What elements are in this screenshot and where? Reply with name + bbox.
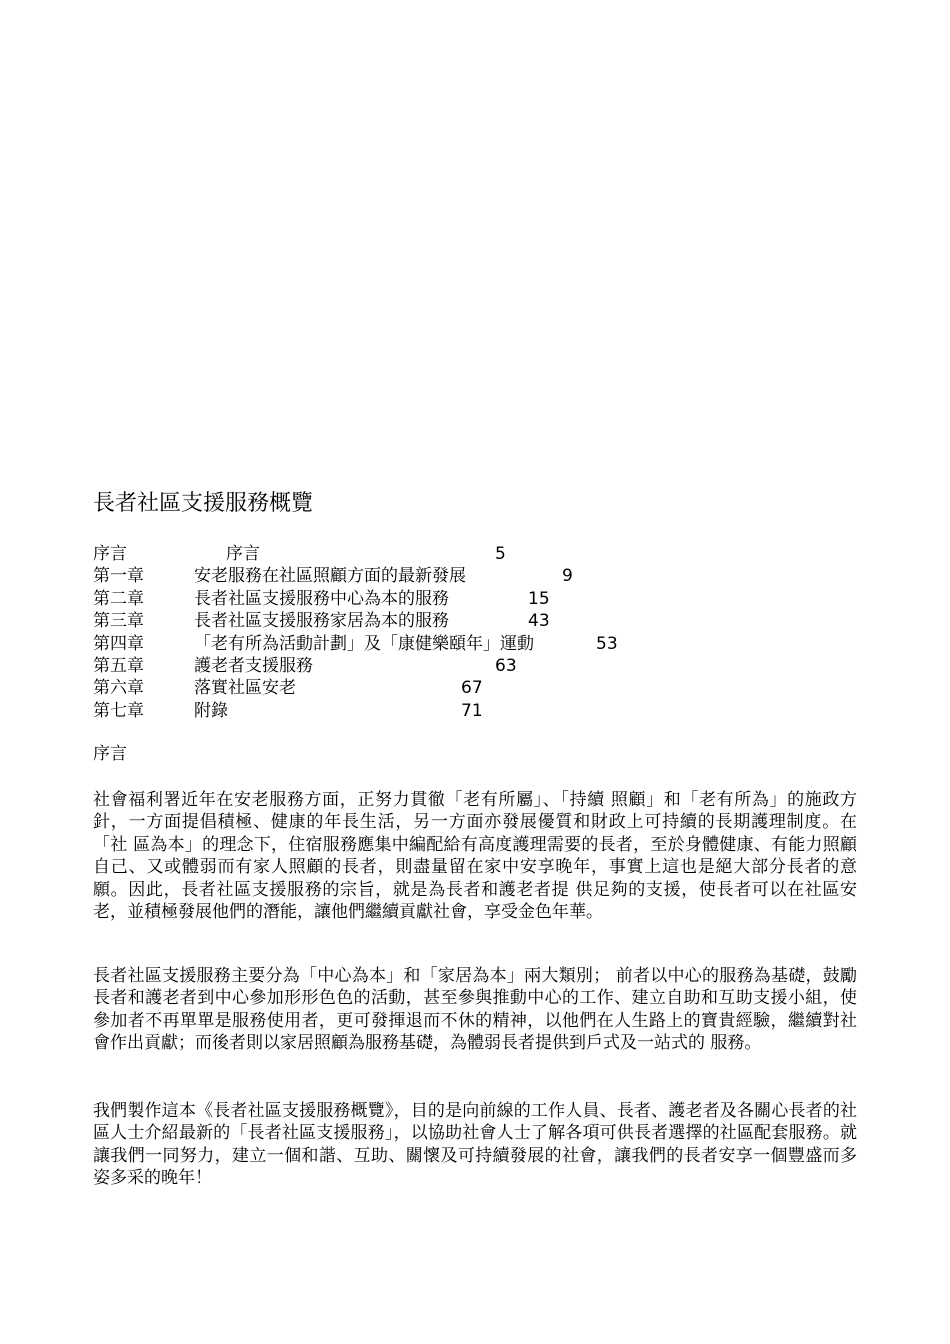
preface-paragraph-3: 我們製作這本《長者社區支援服務概覽》，目的是向前線的工作人員、長者、護老者及各關心長者的社區人士介紹最新的「長者社區支援服務」，以協助社會人士了解各項可供長者選擇的社區配套服務。就讓我們一同努力，建立一個和諧、互助、關懷及可持續發展的社會，讓我們的長者安享一個豐盛而多姿多采的晚年！ [93, 1101, 857, 1189]
toc-page: 63 [495, 655, 517, 676]
toc-label: 第五章 [93, 655, 144, 676]
toc-title: 護老者支援服務 [194, 655, 313, 676]
toc-title: 序言 [226, 544, 260, 564]
toc-page: 53 [596, 633, 618, 654]
document-title: 長者社區支援服務概覽 [93, 491, 314, 516]
toc-label: 第二章 [93, 588, 144, 609]
toc-label: 第一章 [93, 566, 144, 587]
toc-page: 71 [461, 700, 483, 721]
toc-title: 安老服務在社區照顧方面的最新發展 [194, 566, 466, 587]
toc-label: 序言 [93, 544, 127, 564]
preface-paragraph-2: 長者社區支援服務主要分為「中心為本」和「家居為本」兩大類別； 前者以中心的服務為基礎，鼓勵長者和護老者到中心參加形形色色的活動，甚至參與推動中心的工作、建立自助和互助支援小組，使參加者不再單單是服務使用者，更可發揮退而不休的精神，以他們在人生路上的寶貴經驗，繼續對社會作出貢獻；而後者則以家居照顧為服務基礎，為體弱長者提供到戶式及一站式的 服務。 [93, 966, 857, 1054]
toc-title: 落實社區安老 [194, 678, 296, 699]
toc-title: 長者社區支援服務家居為本的服務 [194, 611, 449, 632]
preface-paragraph-1: 社會福利署近年在安老服務方面，正努力貫徹「老有所屬」、「持續 照顧」和「老有所為」的施政方針，一方面提倡積極、健康的年長生活，另一方面亦發展優質和財政上可持續的長期護理制度。在「社 區為本」的理念下，住宿服務應集中編配給有高度護理需要的長者，至於身體健康、有能力照顧自己、又或體弱而有家人照顧的長者，則盡量留在家中安享晚年，事實上這也是絕大部分長者的意願。因此，長者社區支援服務的宗旨，就是為長者和護老者提 供足夠的支援，使長者可以在社區安老，並積極發展他們的潛能，讓他們繼續貢獻社會，享受金色年華。 [93, 790, 857, 923]
toc-label: 第三章 [93, 611, 144, 632]
toc-title: 長者社區支援服務中心為本的服務 [194, 588, 449, 609]
section-heading: 序言 [93, 744, 127, 764]
toc-label: 第七章 [93, 700, 144, 721]
toc-page: 15 [528, 588, 550, 609]
toc-page: 43 [528, 611, 550, 632]
toc-title: 附錄 [194, 700, 228, 721]
toc-label: 第六章 [93, 678, 144, 699]
toc-page: 5 [495, 544, 506, 564]
toc-page: 9 [562, 566, 573, 587]
toc-page: 67 [461, 678, 483, 699]
toc-label: 第四章 [93, 633, 144, 654]
toc-title: 「老有所為活動計劃」及「康健樂頤年」運動 [194, 633, 534, 654]
